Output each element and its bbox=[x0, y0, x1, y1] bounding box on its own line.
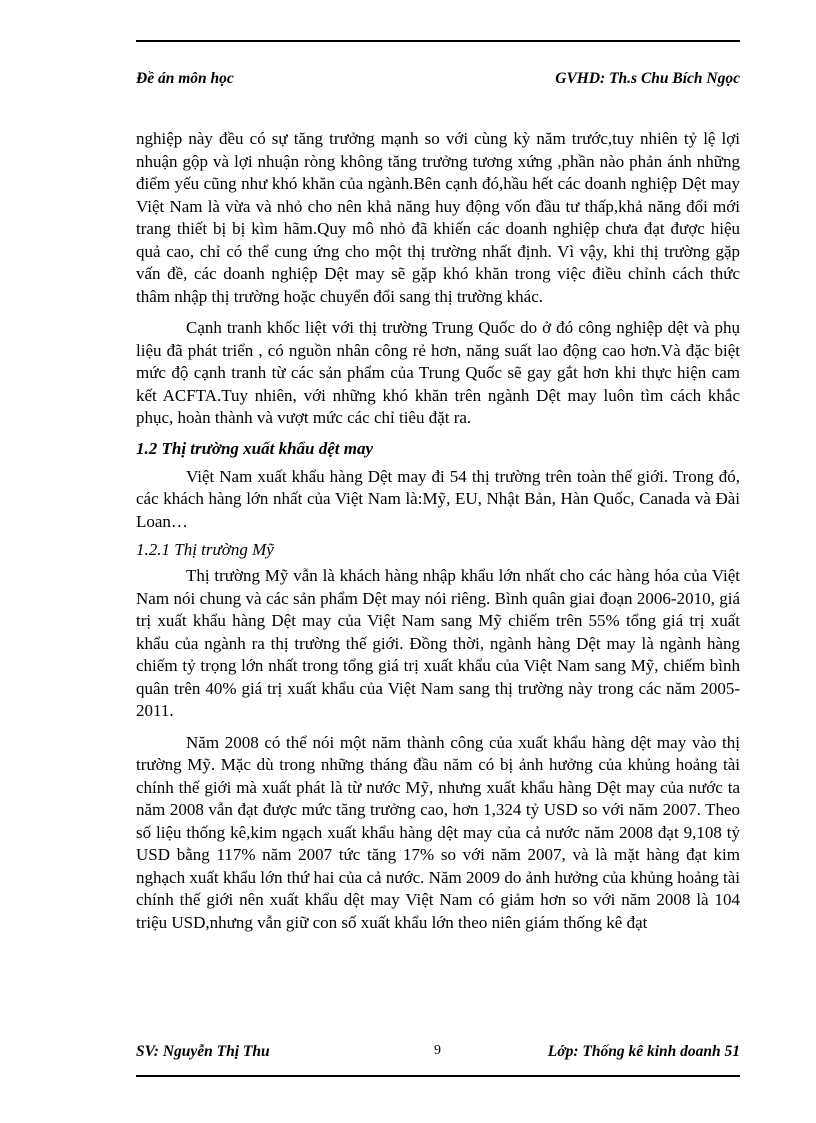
paragraph-2: Cạnh tranh khốc liệt với thị trường Trung Quốc do ở đó công nghiệp dệt và phụ liệu đã phát triển , có nguồn nhân công rẻ hơn, năng suất lao động cao hơn.Và đặc biệt mức độ cạnh tranh từ các sản phẩm của Trung Quốc sẽ gay gắt hơn khi thực hiện cam kết ACFTA.Tuy nhiên, với những khó khăn trên ngành Dệt may luôn tìm cách khắc phục, hoàn thành và vượt mức các chỉ tiêu đặt ra. bbox=[136, 318, 740, 427]
subsection-heading-1-2-1: 1.2.1 Thị trường Mỹ bbox=[136, 540, 274, 559]
header-course-title: Đề án môn học bbox=[136, 70, 234, 87]
page-number: 9 bbox=[434, 1043, 441, 1058]
paragraph-4: Thị trường Mỹ vẫn là khách hàng nhập khẩu lớn nhất cho các hàng hóa của Việt Nam nói chung và các sản phẩm Dệt may nói riêng. Bình quân giai đoạn 2006-2010, giá trị xuất khẩu hàng Dệt may của Việt Nam sang Mỹ chiếm trên 55% tổng giá trị xuất khẩu của ngành ra thị trường thế giới. Đồng thời, ngành hàng Dệt may là ngành hàng chiếm tỷ trọng lớn nhất trong tổng giá trị xuất khẩu của Việt Nam sang Mỹ, chiếm bình quân trên 40% giá trị xuất khẩu của Việt Nam sang thị trường này trong các năm 2005-2011. bbox=[136, 566, 740, 720]
footer-rule bbox=[136, 1075, 740, 1077]
section-heading-1-2: 1.2 Thị trường xuất khẩu dệt may bbox=[136, 438, 374, 458]
footer-student: SV: Nguyễn Thị Thu bbox=[136, 1043, 270, 1060]
paragraph-1: nghiệp này đều có sự tăng trưởng mạnh so với cùng kỳ năm trước,tuy nhiên tỷ lệ lợi nhuận gộp và lợi nhuận ròng không tăng trưởng tương xứng ,phần nào phản ánh những điểm yếu cũng như khó khăn của ngành.Bên cạnh đó,hầu hết các doanh nghiệp Dệt may Việt Nam là vừa và nhỏ cho nên khả năng huy động vốn đầu tư thấp,khả năng đổi mới trang thiết bị bị kìm hãm.Quy mô nhỏ đã khiến các doanh nghiệp chưa đạt được hiệu quả cao, chỉ có thể cung ứng cho một thị trường nhất định. Vì vậy, khi thị trường gặp vấn đề, các doanh nghiệp Dệt may sẽ gặp khó khăn trong việc điều chỉnh cách thức thâm nhập thị trường hoặc chuyển đổi sang thị trường khác. bbox=[136, 129, 740, 306]
paragraph-3: Việt Nam xuất khẩu hàng Dệt may đi 54 thị trường trên toàn thế giới. Trong đó, các khách hàng lớn nhất của Việt Nam là:Mỹ, EU, Nhật Bản, Hàn Quốc, Canada và Đài Loan… bbox=[136, 466, 740, 531]
footer-class: Lớp: Thống kê kinh doanh 51 bbox=[547, 1043, 740, 1060]
paragraph-5: Năm 2008 có thể nói một năm thành công của xuất khẩu hàng dệt may vào thị trường Mỹ. Mặc dù trong những tháng đầu năm có bị ảnh hưởng của khủng hoảng tài chính thế giới mà xuất phát là từ nước Mỹ, nhưng xuất khẩu hàng Dệt may của nước ta năm 2008 vẫn đạt được mức tăng trưởng cao, hơn 1,324 tỷ USD so với năm 2007. Theo số liệu thống kê,kim ngạch xuất khẩu hàng dệt may của cả nước năm 2008 đạt 9,108 tỷ USD bằng 117% năm 2007 tức tăng 17% so với năm 2007, và là mặt hàng đạt kim nghạch xuất khẩu lớn thứ hai của cả nước. Năm 2009 do ảnh hưởng của khủng hoảng tài chính thế giới nên xuất khẩu dệt may Việt Nam có giảm hơn so với năm 2008 là 104 triệu USD,nhưng vẫn giữ con số xuất khẩu lớn theo niên giám thống kê đạt bbox=[136, 732, 740, 932]
page-body bbox=[136, 128, 740, 934]
header-rule bbox=[136, 40, 740, 42]
header-advisor: GVHD: Th.s Chu Bích Ngọc bbox=[555, 70, 740, 87]
